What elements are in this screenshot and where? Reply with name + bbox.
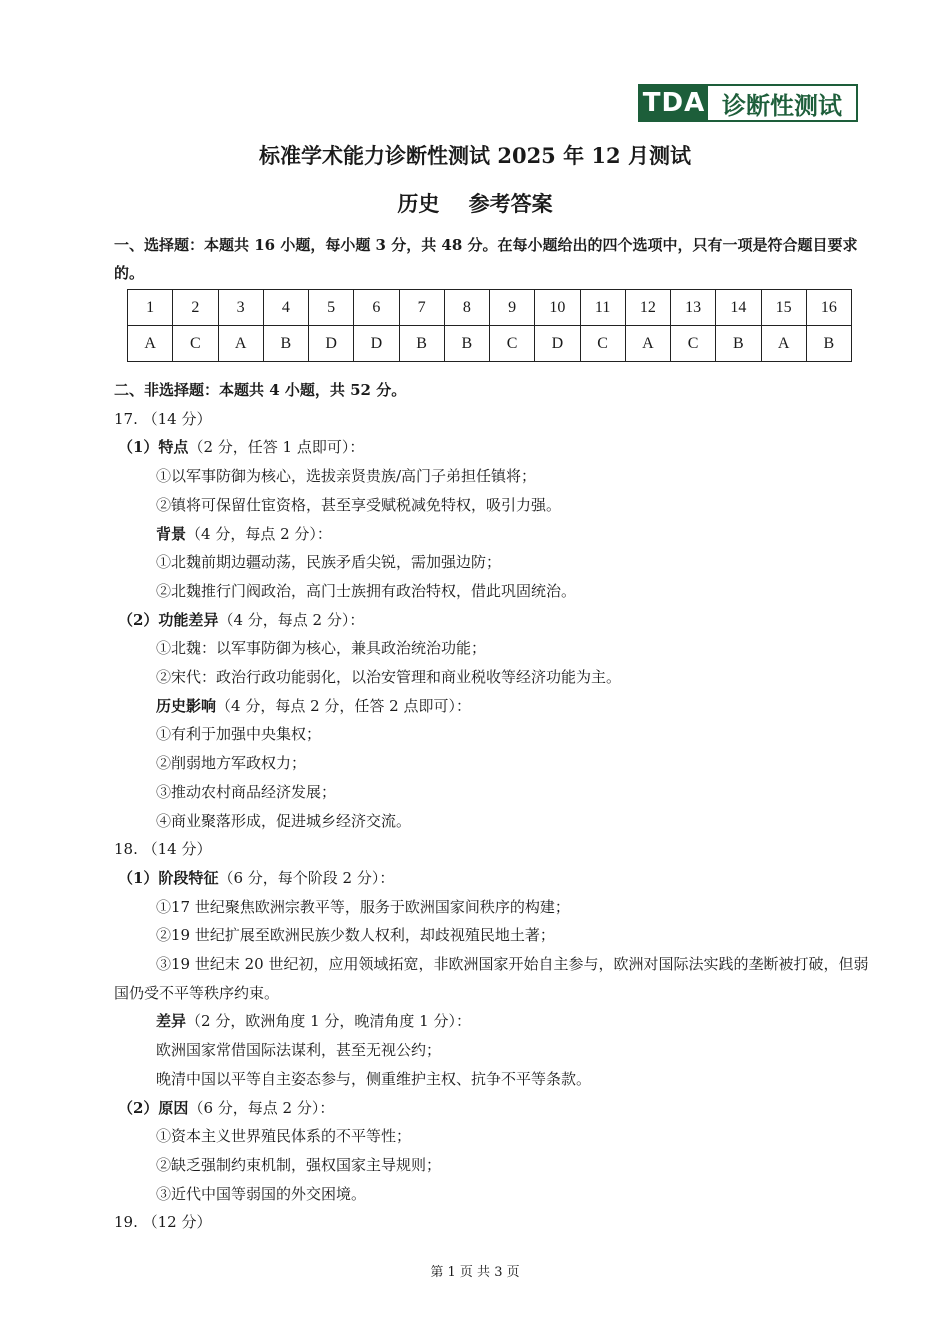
answer-cell: D <box>535 326 580 362</box>
tda-logo <box>638 84 858 122</box>
question-number-cell: 8 <box>444 290 489 326</box>
line-label: 差异 <box>156 1012 187 1031</box>
line-text: ②削弱地方军政权力； <box>156 754 307 773</box>
line-text: （6 分，每个阶段 2 分）： <box>218 868 395 887</box>
answer-line <box>114 778 870 807</box>
line-label: 历史影响 <box>156 696 217 715</box>
line-text: ②镇将可保留仕宦资格，甚至享受赋税减免特权，吸引力强。 <box>156 495 562 514</box>
question-number-cell: 16 <box>806 290 851 326</box>
section1-heading: 一、选择题：本题共 16 小题，每小题 3 分，共 48 分。在每小题给出的四个选项中，只有一项是符合题目要求的。 <box>114 236 858 282</box>
answer-line <box>114 1065 870 1094</box>
answer-line <box>114 548 870 577</box>
answer-line <box>114 893 870 922</box>
answer-cell: C <box>173 326 218 362</box>
answer-cell: B <box>716 326 761 362</box>
question-number-cell: 1 <box>128 290 173 326</box>
question-number-cell: 2 <box>173 290 218 326</box>
answer-cell: A <box>128 326 173 362</box>
question-number-cell: 13 <box>671 290 716 326</box>
line-label: （1）阶段特征 <box>118 868 219 887</box>
line-text: 欧洲国家常借国际法谋利，甚至无视公约； <box>156 1041 442 1060</box>
answer-line <box>114 1180 870 1209</box>
page-footer: 第 1 页 共 3 页 <box>430 1265 520 1280</box>
question-number-cell: 12 <box>625 290 670 326</box>
answer-cell: A <box>218 326 263 362</box>
answer-line <box>114 1007 870 1036</box>
answer-line <box>114 749 870 778</box>
answer-line <box>114 835 870 864</box>
answer-content <box>114 376 870 1237</box>
question-number-cell: 3 <box>218 290 263 326</box>
line-text: ①以军事防御为核心，选拔亲贤贵族/高门子弟担任镇将； <box>156 467 537 486</box>
question-number-cell: 14 <box>716 290 761 326</box>
line-text: ①资本主义世界殖民体系的不平等性； <box>156 1127 412 1146</box>
line-text: ②缺乏强制约束机制，强权国家主导规则； <box>156 1155 442 1174</box>
answer-table <box>127 289 852 362</box>
line-label: （2）原因 <box>118 1098 189 1117</box>
line-text: ④商业聚落形成，促进城乡经济交流。 <box>156 811 412 830</box>
answer-line <box>114 606 870 635</box>
answer-cell: A <box>625 326 670 362</box>
answer-line <box>114 1208 870 1237</box>
line-text: ③近代中国等弱国的外交困境。 <box>156 1184 367 1203</box>
question-number-cell: 10 <box>535 290 580 326</box>
line-text: （4 分，每点 2 分）： <box>218 610 365 629</box>
question-number-cell: 6 <box>354 290 399 326</box>
answer-line <box>114 663 870 692</box>
answer-line <box>114 1151 870 1180</box>
answer-cell: B <box>444 326 489 362</box>
line-text: ②宋代：政治行政功能弱化，以治安管理和商业税收等经济功能为主。 <box>156 668 622 687</box>
line-text: ②19 世纪扩展至欧洲民族少数人权利，却歧视殖民地土著； <box>156 926 555 945</box>
line-text: 晚清中国以平等自主姿态参与，侧重维护主权、抗争不平等条款。 <box>156 1069 592 1088</box>
line-text: 17. （14 分） <box>114 409 212 428</box>
line-label: （1）特点 <box>118 438 189 457</box>
document-title: 标准学术能力诊断性测试 2025 年 12 月测试 <box>259 143 691 168</box>
logo-title-text: 诊断性测试 <box>722 91 842 120</box>
answer-line <box>114 720 870 749</box>
line-text: ③19 世纪末 20 世纪初，应用领域拓宽，非欧洲国家开始自主参与，欧洲对国际法实践的垄断被打破，但弱国仍受不平等秩序约束。 <box>114 955 869 1002</box>
line-text: ①北魏：以军事防御为核心，兼具政治统治功能； <box>156 639 487 658</box>
question-number-cell: 7 <box>399 290 444 326</box>
question-number-cell: 5 <box>309 290 354 326</box>
line-text: （2 分，任答 1 点即可）： <box>188 438 365 457</box>
answer-line <box>114 634 870 663</box>
answer-cell: B <box>806 326 851 362</box>
answer-line <box>114 864 870 893</box>
answer-line <box>114 692 870 721</box>
answer-line <box>114 1094 870 1123</box>
line-text: ①北魏前期边疆动荡，民族矛盾尖锐，需加强边防； <box>156 553 502 572</box>
question-number-cell: 11 <box>580 290 625 326</box>
question-number-cell: 4 <box>263 290 308 326</box>
answer-row <box>128 326 852 362</box>
answer-line <box>114 520 870 549</box>
answer-line <box>114 807 870 836</box>
answer-cell: A <box>761 326 806 362</box>
line-text: ①有利于加强中央集权； <box>156 725 322 744</box>
answer-cell: D <box>309 326 354 362</box>
line-label: 背景 <box>156 524 187 543</box>
answer-line <box>114 376 870 405</box>
line-text: （4 分，每点 2 分）： <box>186 524 332 543</box>
answer-line <box>114 462 870 491</box>
line-label: （2）功能差异 <box>118 610 219 629</box>
answer-line <box>114 1036 870 1065</box>
answer-cell: C <box>580 326 625 362</box>
answer-line <box>114 921 870 950</box>
answer-line <box>114 433 870 462</box>
answer-cell: D <box>354 326 399 362</box>
line-text: ③推动农村商品经济发展； <box>156 782 337 801</box>
answer-line <box>114 950 870 1007</box>
line-text: 19. （12 分） <box>114 1213 212 1232</box>
answer-line <box>114 491 870 520</box>
question-number-cell: 9 <box>490 290 535 326</box>
line-text: （6 分，每点 2 分）： <box>188 1098 335 1117</box>
document-subtitle: 历史 参考答案 <box>397 191 553 216</box>
answer-line <box>114 577 870 606</box>
line-text: ①17 世纪聚焦欧洲宗教平等，服务于欧洲国家间秩序的构建； <box>156 897 570 916</box>
answer-cell: B <box>399 326 444 362</box>
answer-line <box>114 405 870 434</box>
answer-cell: C <box>490 326 535 362</box>
line-text: ②北魏推行门阀政治，高门士族拥有政治特权，借此巩固统治。 <box>156 581 577 600</box>
line-text: （2 分，欧洲角度 1 分，晚清角度 1 分）： <box>186 1012 471 1031</box>
line-text: 二、非选择题：本题共 4 小题，共 52 分。 <box>114 381 407 399</box>
question-number-row <box>128 290 852 326</box>
logo-tda-text: TDA <box>640 86 708 120</box>
answer-cell: C <box>671 326 716 362</box>
line-text: 18. （14 分） <box>114 840 212 859</box>
answer-line <box>114 1122 870 1151</box>
line-text: （4 分，每点 2 分，任答 2 点即可）： <box>216 696 471 715</box>
answer-cell: B <box>263 326 308 362</box>
question-number-cell: 15 <box>761 290 806 326</box>
